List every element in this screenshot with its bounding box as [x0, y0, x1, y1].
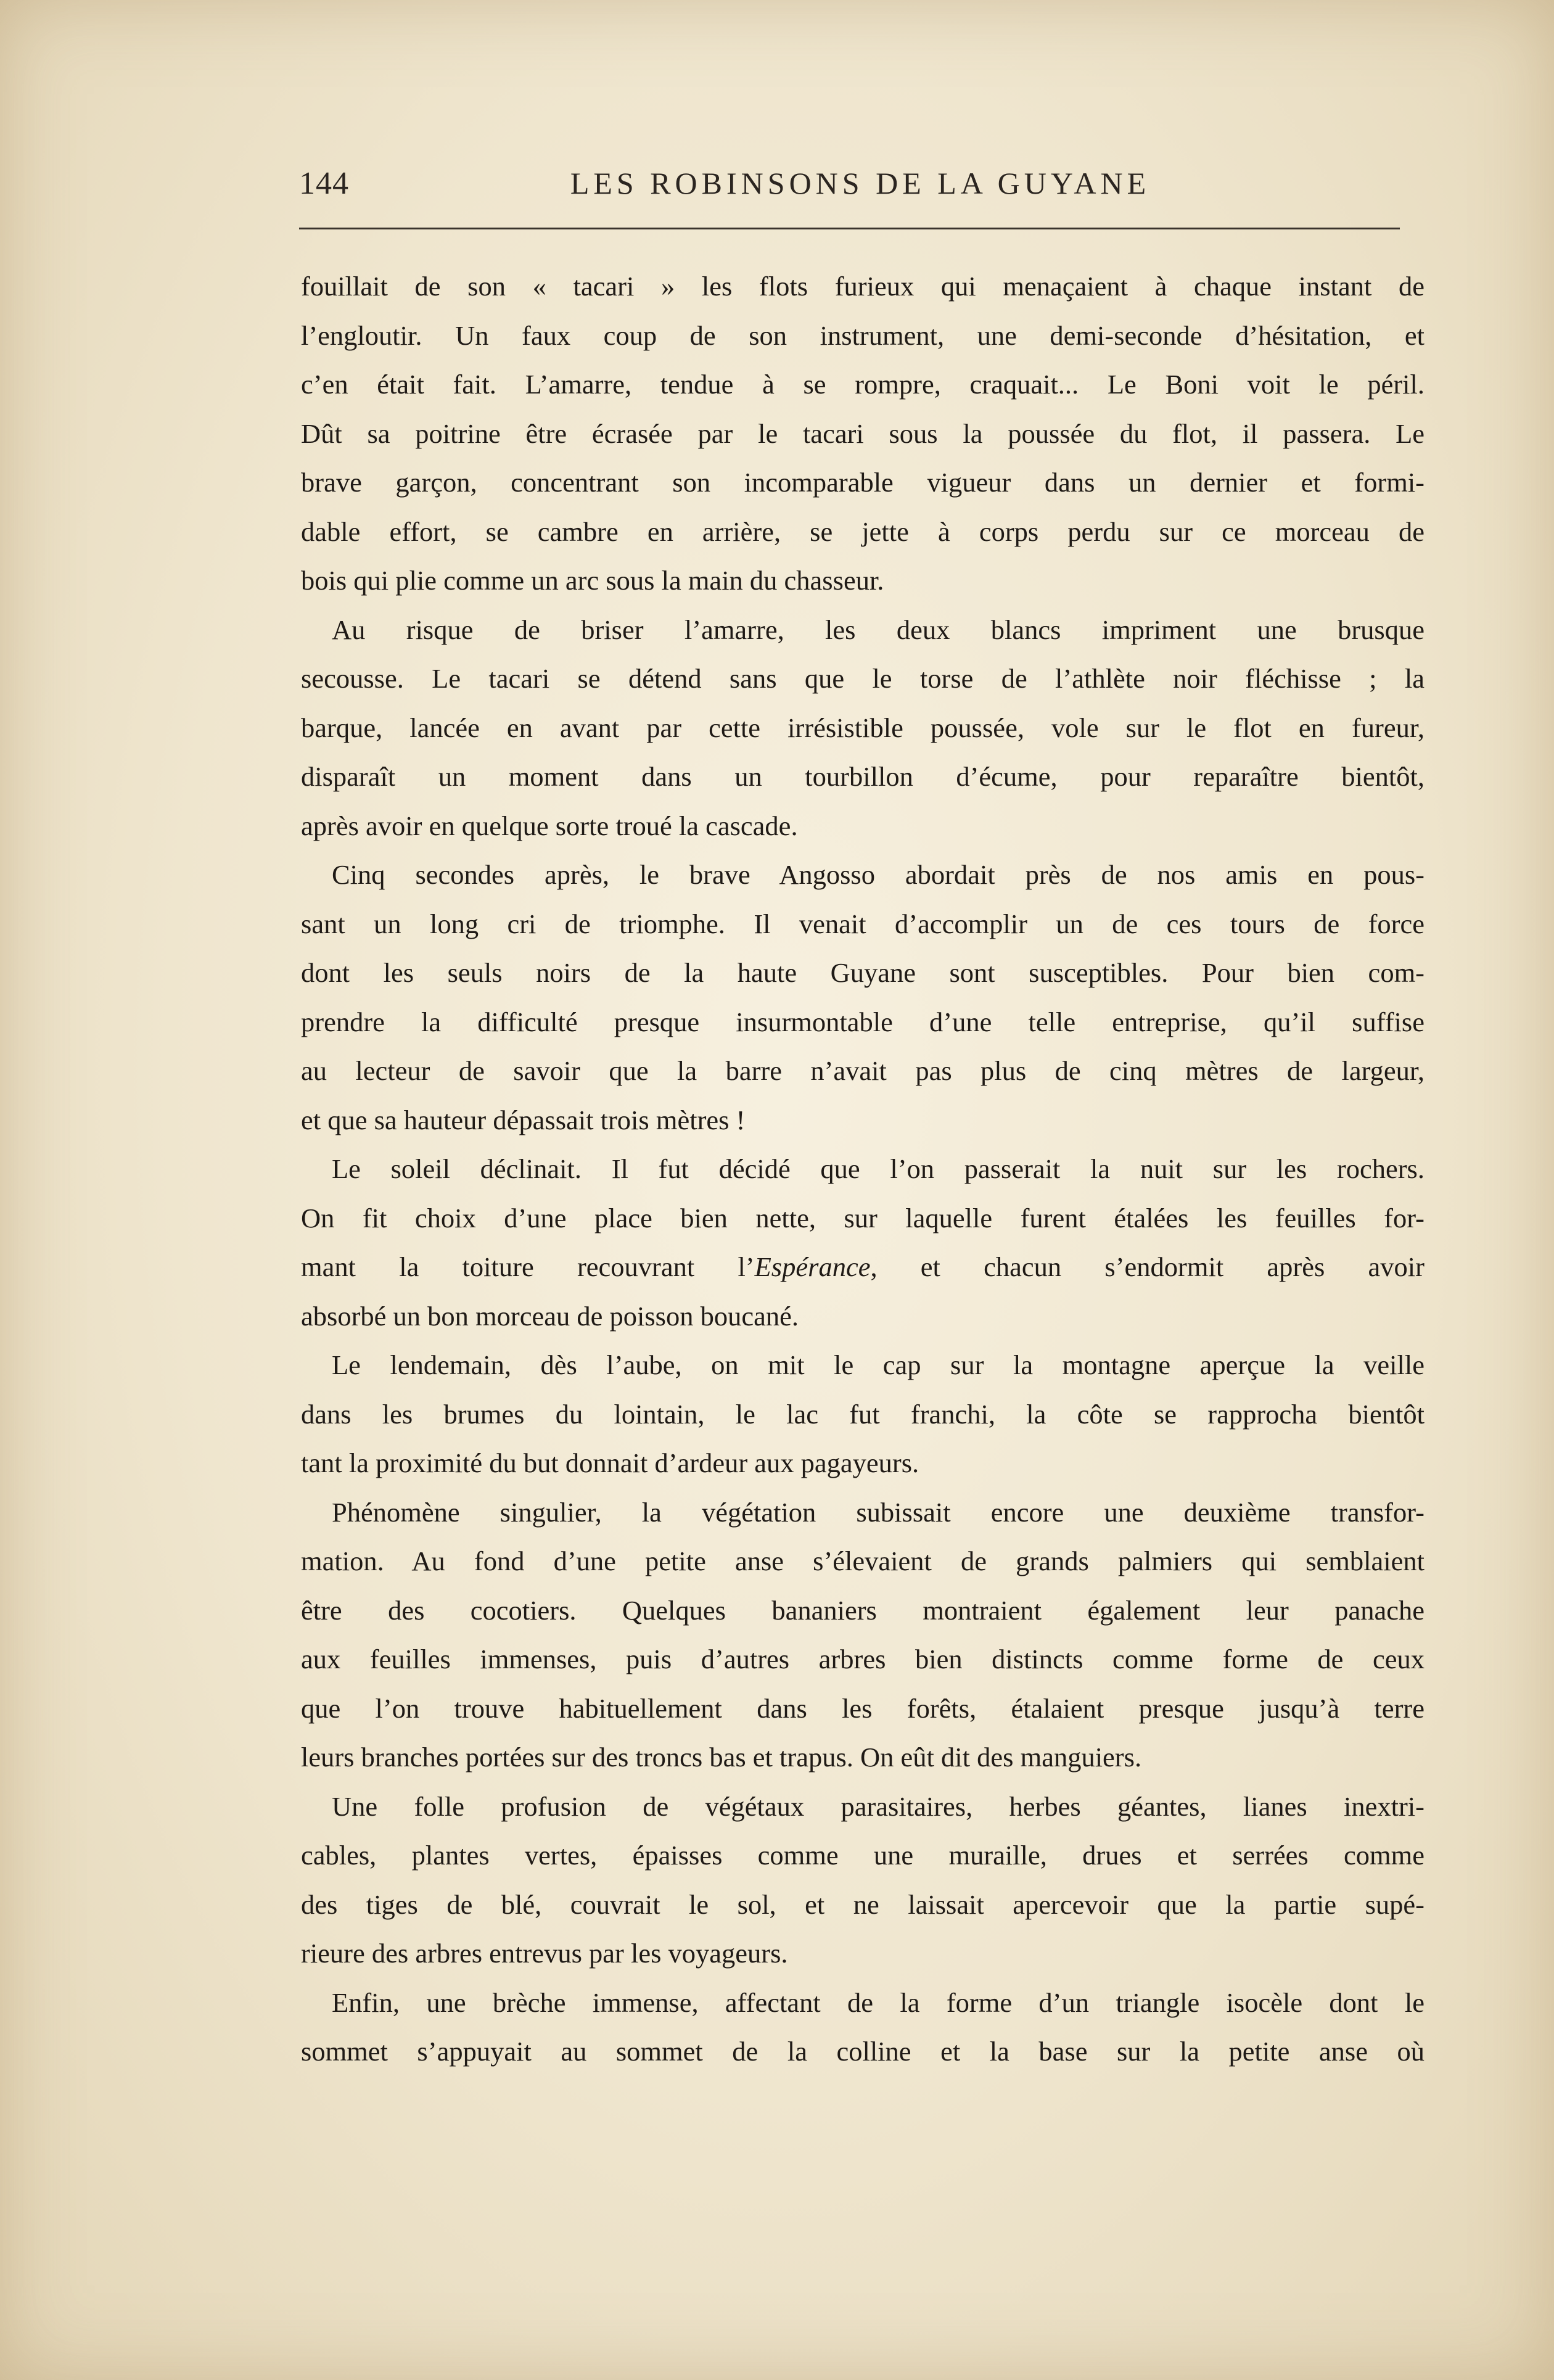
text-line: prendre la difficulté presque insurmontable d’une telle entreprise, qu’il suffise: [301, 1006, 1424, 1037]
text-line-with-italic: [301, 1243, 1424, 1292]
text-line: tant la proximité du but donnait d’ardeur aux pagayeurs.: [301, 1447, 919, 1478]
text-line: barque, lancée en avant par cette irrésistible poussée, vole sur le flot en fureur,: [301, 712, 1424, 743]
text-fragment: mant la toiture recouvrant l’: [301, 1251, 755, 1282]
text-line: fouillait de son « tacari » les flots furieux qui menaçaient à chaque instant de: [301, 271, 1424, 302]
text-line: cables, plantes vertes, épaisses comme une muraille, drues et serrées comme: [301, 1840, 1424, 1871]
book-title: LES ROBINSONS DE LA GUYANE: [570, 166, 1151, 200]
text-line: Dût sa poitrine être écrasée par le tacari sous la poussée du flot, il passera. Le: [301, 418, 1424, 449]
text-line: On fit choix d’une place bien nette, sur laquelle furent étalées les feuilles for-: [301, 1202, 1424, 1233]
text-line: c’en était fait. L’amarre, tendue à se rompre, craquait... Le Boni voit le péril.: [301, 369, 1424, 400]
text-line: aux feuilles immenses, puis d’autres arbres bien distincts comme forme de ceux: [301, 1644, 1424, 1674]
text-line: secousse. Le tacari se détend sans que le torse de l’athlète noir fléchisse ; la: [301, 663, 1424, 694]
text-line: après avoir en quelque sorte troué la cascade.: [301, 810, 798, 841]
body-text: [301, 262, 1424, 2077]
text-line: que l’on trouve habituellement dans les forêts, étalaient presque jusqu’à terre: [301, 1692, 1424, 1724]
text-line: au lecteur de savoir que la barre n’avait pas plus de cinq mètres de largeur,: [301, 1055, 1424, 1086]
text-line: Une folle profusion de végétaux parasitaires, herbes géantes, lianes inextri-: [332, 1790, 1424, 1822]
text-line: dans les brumes du lointain, le lac fut franchi, la côte se rapprocha bientôt: [301, 1398, 1424, 1430]
ship-name: Espérance: [754, 1251, 871, 1282]
text-line: dable effort, se cambre en arrière, se jette à corps perdu sur ce morceau de: [301, 516, 1424, 547]
header-rule: [299, 228, 1400, 229]
text-line: des tiges de blé, couvrait le sol, et ne laissait apercevoir que la partie supé-: [301, 1888, 1424, 1920]
text-line: Au risque de briser l’amarre, les deux blancs impriment une brusque: [332, 614, 1424, 645]
text-line: leurs branches portées sur des troncs bas et trapus. On eût dit des manguiers.: [301, 1742, 1142, 1773]
text-line: dont les seuls noirs de la haute Guyane sont susceptibles. Pour bien com-: [301, 957, 1424, 988]
text-line: l’engloutir. Un faux coup de son instrument, une demi-seconde d’hésitation, et: [301, 319, 1424, 351]
text-line: et que sa hauteur dépassait trois mètres !: [301, 1104, 746, 1135]
text-line: sommet s’appuyait au sommet de la colline et la base sur la petite anse où: [301, 2036, 1424, 2067]
text-line: Cinq secondes après, le brave Angosso abordait près de nos amis en pous-: [332, 859, 1424, 890]
text-line: mation. Au fond d’une petite anse s’élevaient de grands palmiers qui semblaient: [301, 1546, 1424, 1576]
text-line: Phénomène singulier, la végétation subissait encore une deuxième transfor-: [332, 1496, 1424, 1528]
text-line: Enfin, une brèche immense, affectant de la forme d’un triangle isocèle dont le: [332, 1987, 1424, 2018]
page-number: 144: [299, 166, 349, 201]
text-line: brave garçon, concentrant son incomparable vigueur dans un dernier et formi-: [301, 467, 1424, 498]
running-head: [299, 165, 1400, 205]
text-line: bois qui plie comme un arc sous la main du chasseur.: [301, 565, 884, 596]
text-line: disparaît un moment dans un tourbillon d’écume, pour reparaître bientôt,: [301, 761, 1424, 792]
text-fragment: , et chacun s’endormit après avoir: [870, 1251, 1424, 1282]
text-line: absorbé un bon morceau de poisson boucané.: [301, 1300, 799, 1332]
text-line: Le soleil déclinait. Il fut décidé que l’on passerait la nuit sur les rochers.: [332, 1153, 1424, 1184]
text-line: être des cocotiers. Quelques bananiers montraient également leur panache: [301, 1594, 1424, 1626]
text-line: sant un long cri de triomphe. Il venait d’accomplir un de ces tours de force: [301, 908, 1424, 939]
text-line: Le lendemain, dès l’aube, on mit le cap sur la montagne aperçue la veille: [332, 1349, 1424, 1380]
text-line: rieure des arbres entrevus par les voyageurs.: [301, 1938, 788, 1969]
